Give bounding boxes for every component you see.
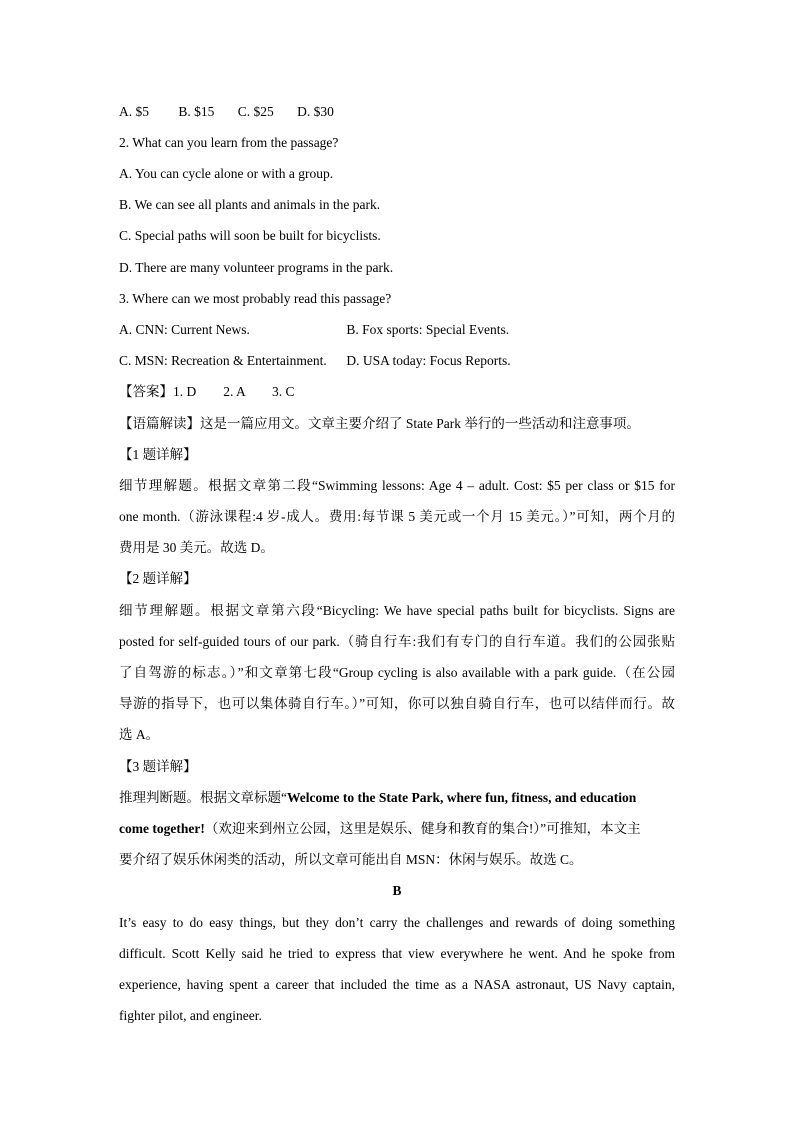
detail3-line-2 [119,819,675,839]
q1-option-a: A. $5 [119,104,149,119]
detail3-header: 【3 题详解】 [119,759,197,774]
section-b-title: B [392,883,402,898]
answer-line: 【答案】1. D 2. A 3. C [119,384,295,399]
q1-option-d: D. $30 [297,104,334,119]
detail2-line: 细节理解题。根据文章第六段“Bicycling: We have special paths built for bicyclists. Signs are [119,603,675,618]
q1-option-b: B. $15 [178,104,215,119]
detail1-line: one month.（游泳课程:4 岁-成人。费用:每节课 5 美元或一个月 15 美元。）”可知，两个月的 [119,509,675,524]
q3-option-b: B. Fox sports: Special Events. [346,322,510,337]
q3-options-row1 [119,320,675,340]
q2-option-d: D. There are many volunteer programs in the park. [119,260,394,275]
q3-option-c: C. MSN: Recreation & Entertainment. [119,353,327,368]
detail2-line: 了自驾游的标志。）”和文章第七段“Group cycling is also available with a park guide.（在公园 [119,665,675,680]
detail1-line: 细节理解题。根据文章第二段“Swimming lessons: Age 4 – adult. Cost: $5 per class or $15 for [119,478,675,493]
section-b-line: It’s easy to do easy things, but they don’t carry the challenges and rewards of doing something [119,915,675,930]
q1-options [119,102,675,122]
detail2-line: 选 A。 [119,727,160,742]
detail2-line: 导游的指导下，也可以集体骑自行车。）”可知，你可以独自骑自行车，也可以结伴而行。故 [119,696,675,711]
detail2-line: posted for self-guided tours of our park.（骑自行车:我们有专门的自行车道。我们的公园张贴 [119,634,675,649]
detail3-prefix: 推理判断题。根据文章标题“ [119,790,287,805]
detail1-line: 费用是 30 美元。故选 D。 [119,540,274,555]
q2-option-b: B. We can see all plants and animals in the park. [119,197,381,212]
q3-option-d: D. USA today: Focus Reports. [346,353,511,368]
detail3-translation: （欢迎来到州立公园，这里是娱乐、健身和教育的集合!）”可推知，本文主 [204,821,641,836]
q3-question: 3. Where can we most probably read this passage? [119,291,392,306]
detail3-line-3: 要介绍了娱乐休闲类的活动，所以文章可能出自 MSN：休闲与娱乐。故选 C。 [119,852,583,867]
q2-question: 2. What can you learn from the passage? [119,135,339,150]
q3-option-a: A. CNN: Current News. [119,322,250,337]
section-b-line: difficult. Scott Kelly said he tried to express that view everywhere he went. And he spoke from [119,946,675,961]
detail3-line-1 [119,788,675,808]
q3-options-row2 [119,351,675,371]
section-b-line: experience, having spent a career that included the time as a NASA astronaut, US Navy captain, [119,977,675,992]
q2-option-c: C. Special paths will soon be built for bicyclists. [119,228,381,243]
detail2-header: 【2 题详解】 [119,571,197,586]
article-title-part2: come together! [119,821,205,836]
reading-note: 【语篇解读】这是一篇应用文。文章主要介绍了 State Park 举行的一些活动和注意事项。 [119,416,640,431]
q1-option-c: C. $25 [237,104,274,119]
detail1-header: 【1 题详解】 [119,447,197,462]
section-b-line: fighter pilot, and engineer. [119,1008,262,1023]
article-title-part1: Welcome to the State Park, where fun, fitness, and education [287,790,637,805]
q2-option-a: A. You can cycle alone or with a group. [119,166,334,181]
